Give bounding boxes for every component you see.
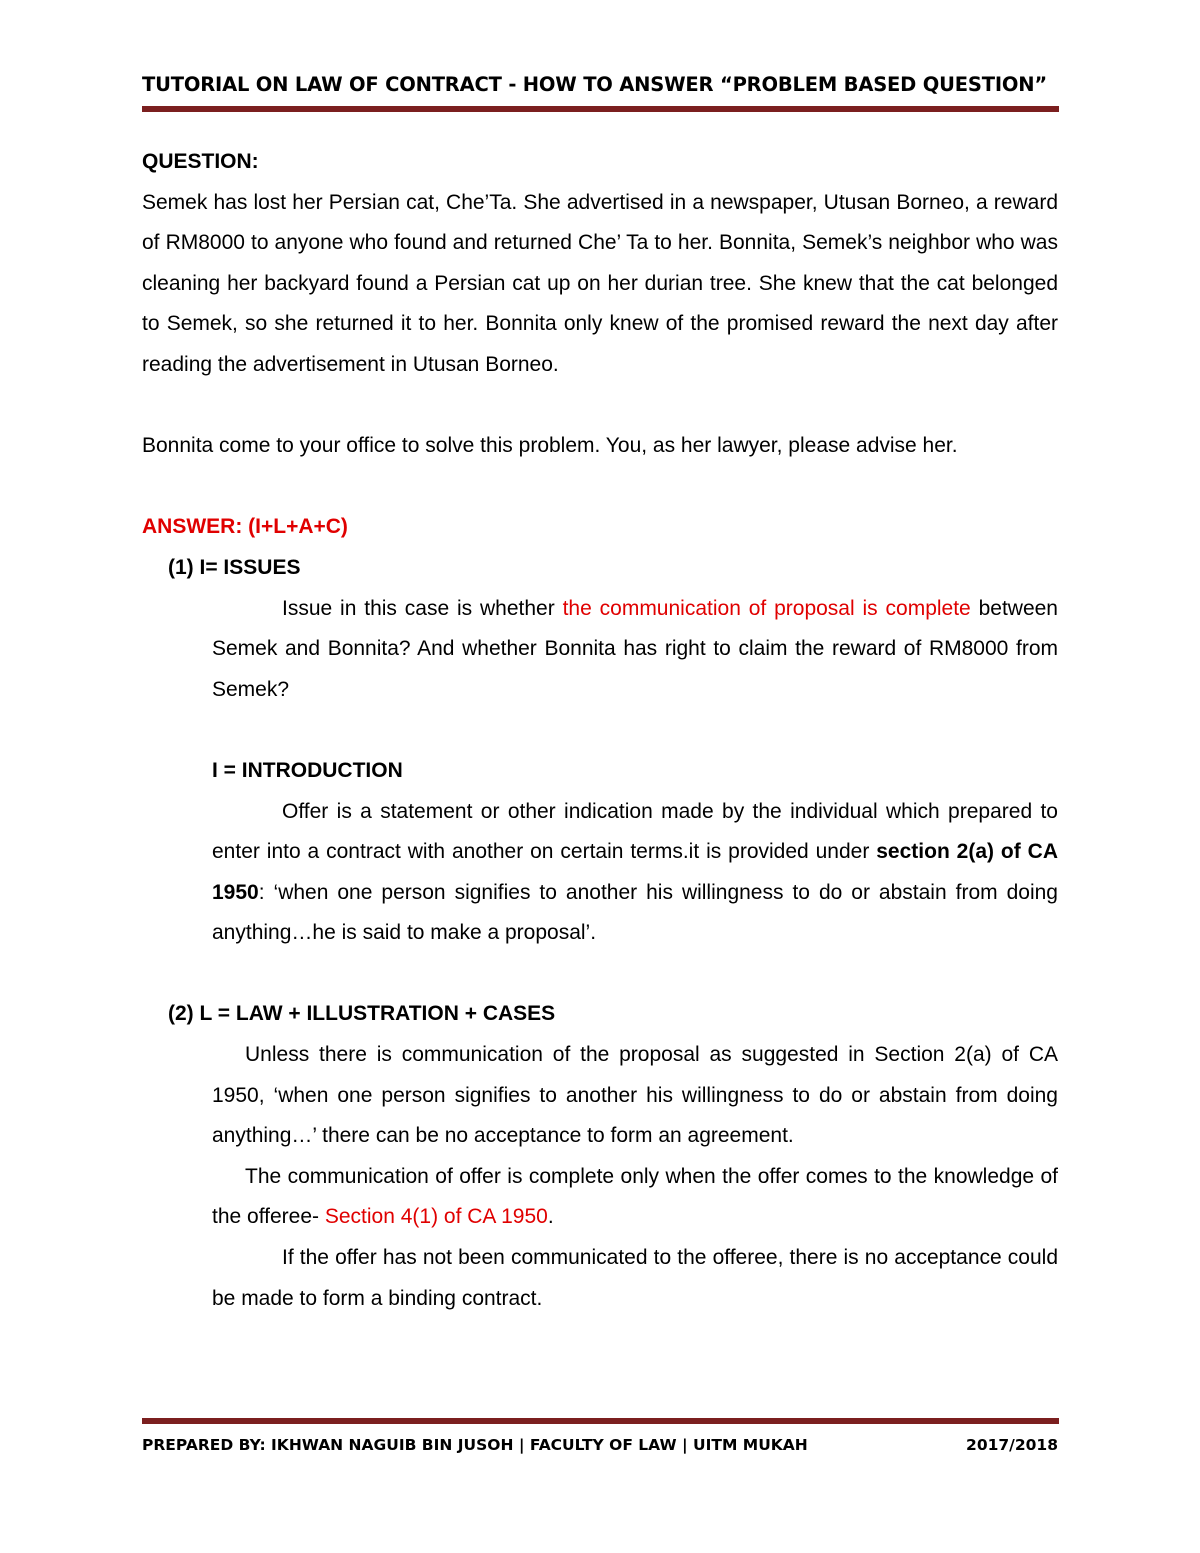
answer-label: ANSWER: (I+L+A+C) (142, 515, 348, 539)
issues-heading: (1) I= ISSUES (168, 555, 301, 579)
law-citation: Section 4(1) of CA 1950 (324, 1205, 548, 1229)
question-label: QUESTION: (142, 150, 259, 173)
issues-block (142, 589, 1058, 954)
spacer (142, 954, 1058, 995)
page-header-title: TUTORIAL ON LAW OF CONTRACT - HOW TO ANSWER “PROBLEM BASED QUESTION” (142, 73, 1047, 96)
issues-text: Issue in this case is whether the communication of proposal is complete between Semek and Bonnita? And whether Bonnita has right to claim the reward of RM8000 from Semek? (212, 596, 1058, 701)
question-prompt: Bonnita come to your office to solve this problem. You, as her lawyer, please advise her. (142, 434, 958, 458)
issues-highlight: the communication of proposal is complete (562, 596, 971, 620)
footer-year: 2017/2018 (966, 1436, 1058, 1454)
footer-prepared-by: PREPARED BY: IKHWAN NAGUIB BIN JUSOH | FACULTY OF LAW | UITM MUKAH (142, 1436, 808, 1454)
introduction-heading: I = INTRODUCTION (212, 758, 403, 782)
law-heading: (2) L = LAW + ILLUSTRATION + CASES (168, 1002, 556, 1026)
header-rule (142, 106, 1059, 112)
law-block (142, 1035, 1058, 1319)
introduction-citation: section 2(a) of CA 1950 (212, 840, 1058, 904)
question-text: Semek has lost her Persian cat, Che’Ta. She advertised in a newspaper, Utusan Borneo, a reward of RM8000 to anyone who found and returned Che’ Ta to her. Bonnita, Semek’s neighbor who was cleaning her backyard found a Persian cat up on her durian tree. She knew that the cat belonged to Semek, so she returned it to her. Bonnita only knew of the promised reward the next day after reading the advertisement in Utusan Borneo. (142, 190, 1058, 376)
introduction-text: Offer is a statement or other indication made by the individual which prepared to enter into a contract with another on certain terms.it is provided under section 2(a) of CA 1950: ‘when one person signifies to another his willingness to do or abstain from doing anything…he is said to make a proposal’. (212, 799, 1058, 945)
spacer (212, 710, 1058, 751)
spacer (142, 386, 1058, 427)
law-paragraph-3: If the offer has not been communicated to the offeree, there is no acceptance could be made to form a binding contract. (212, 1246, 1058, 1310)
footer-rule (142, 1418, 1059, 1424)
law-paragraph-1: Unless there is communication of the proposal as suggested in Section 2(a) of CA 1950, ‘when one person signifies to another his willingness to do or abstain from doing anything…’ there can be no acceptance to form an agreement. (212, 1043, 1058, 1148)
spacer (142, 467, 1058, 508)
law-paragraph-2: The communication of offer is complete only when the offer comes to the knowledge of the offeree- Section 4(1) of CA 1950. (212, 1164, 1058, 1229)
document-body (142, 142, 1058, 1319)
